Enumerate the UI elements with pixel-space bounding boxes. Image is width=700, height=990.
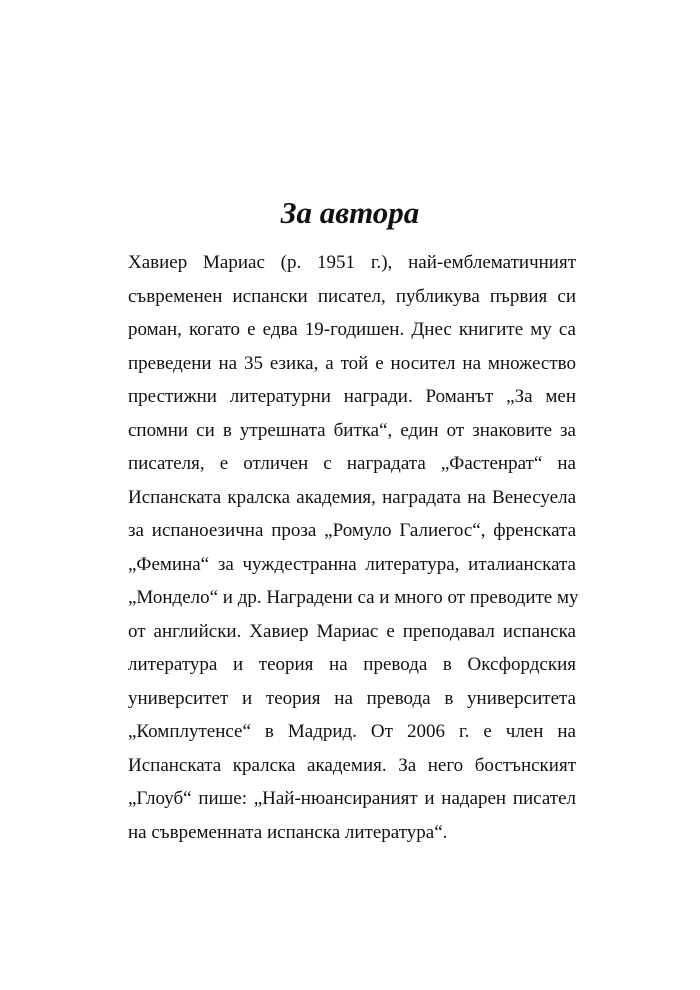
paragraph-line: писателя, е отличен с наградата „Фастенрат“ на xyxy=(128,453,576,474)
paragraph-line: на съвременната испанска литература“. xyxy=(128,821,448,843)
paragraph-line: „Монделo“ и др. Наградени са и много от преводите му xyxy=(128,587,579,608)
paragraph-line: съвременен испански писател, публикува първия си xyxy=(128,285,576,307)
author-bio-paragraph xyxy=(128,246,579,849)
paragraph-line: литература и теория на превода в Оксфордския xyxy=(128,654,576,675)
paragraph-line: преведени на 35 езика, а той е носител на множество xyxy=(128,352,576,374)
page-title: За автора xyxy=(280,195,420,230)
paragraph-line: „Комплутенсе“ в Мадрид. От 2006 г. е член на xyxy=(128,721,576,742)
paragraph-line: спомни си в утрешната битка“, един от знаковите за xyxy=(128,419,576,441)
paragraph-line: от английски. Хавиер Мариас е преподавал испанска xyxy=(128,620,576,642)
paragraph-line: за испаноезична проза „Ромуло Галиегос“, френската xyxy=(128,520,576,541)
paragraph-line: Хавиер Мариас (р. 1951 г.), най-емблематичният xyxy=(128,252,576,273)
paragraph-line: университет и теория на превода в университета xyxy=(128,687,576,709)
paragraph-line: „Фемина“ за чуждестранна литература, италианската xyxy=(128,553,576,575)
paragraph-line: Испанската кралска академия, наградата на Венесуела xyxy=(128,486,576,508)
paragraph-line: престижни литературни награди. Романът „За мен xyxy=(128,386,576,407)
paragraph-line: „Глоуб“ пише: „Най-нюансираният и надарен писател xyxy=(128,788,576,809)
paragraph-line: роман, когато е едва 19-годишен. Днес книгите му са xyxy=(128,319,576,340)
paragraph-line: Испанската кралска академия. За него бостънският xyxy=(128,754,576,776)
